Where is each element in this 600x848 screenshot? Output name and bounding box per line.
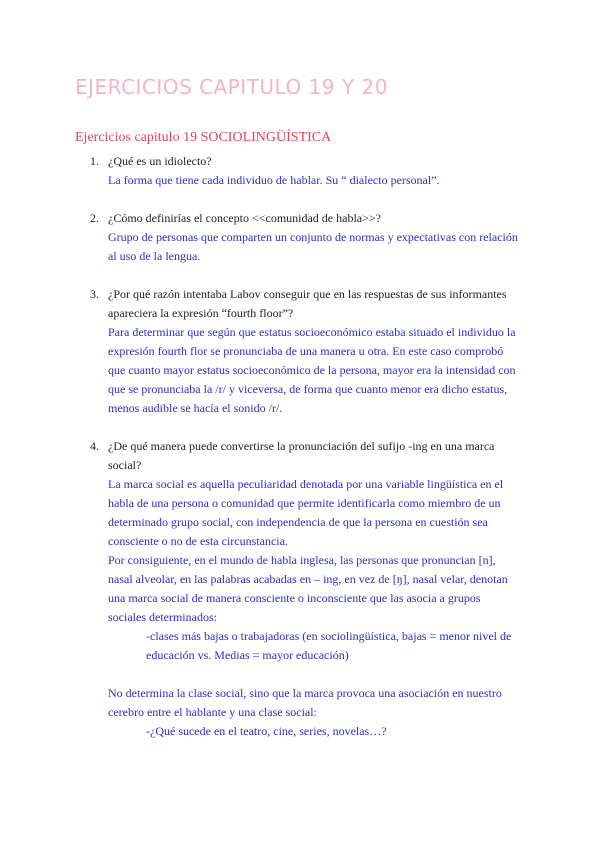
answer-line: consciente o no de esta circunstancia. — [108, 534, 288, 548]
answer-line: Grupo de personas que comparten un conjunto de normas y expectativas con relación — [108, 230, 518, 244]
question-text: ¿Cómo definirías el concepto <<comunidad de habla>>? — [108, 211, 381, 225]
question-text: ¿Qué es un idiolecto? — [108, 154, 212, 168]
section-heading: Ejercicios capitulo 19 SOCIOLINGÜÍSTICA — [75, 130, 332, 145]
answer-line: que se pronunciaba la /r/ y viceversa, de forma que cuanto menor era dicho estatus, — [108, 382, 508, 396]
question-number: 3. — [90, 287, 99, 301]
question-text: ¿Por qué razón intentaba Labov conseguir que en las respuestas de sus informantes — [108, 287, 507, 301]
question-number: 1. — [90, 154, 99, 168]
question-number: 2. — [90, 211, 99, 225]
answer-line: Para determinar que según que estatus socioeconómico estaba situado el individuo la — [108, 325, 516, 339]
question-text: social? — [108, 458, 142, 472]
answer-subitem: educación vs. Medias = mayor educación) — [146, 648, 349, 662]
answer-line: habla de una persona o comunidad que permite identificarla como miembro de un — [108, 496, 501, 510]
document-title: EJERCICIOS CAPITULO 19 Y 20 — [75, 75, 388, 99]
answer-line: al uso de la lengua. — [108, 249, 201, 263]
question-number: 4. — [90, 439, 99, 453]
answer-subitem: -clases más bajas o trabajadoras (en sociolingüística, bajas = menor nivel de — [146, 629, 512, 643]
answer-line: que cuanto mayor estatus socioeconómico de la persona, mayor era la intensidad con — [108, 363, 516, 377]
answer-line: Por consiguiente, en el mundo de habla inglesa, las personas que pronuncian [n], — [108, 553, 496, 567]
question-text: ¿De qué manera puede convertirse la pronunciación del sufijo -ing en una marca — [108, 439, 495, 453]
answer-subitem: -¿Qué sucede en el teatro, cine, series, novelas…? — [146, 724, 387, 738]
answer-line: menos audible se hacía el sonido /r/. — [108, 401, 283, 415]
answer-line: cerebro entre el hablante y una clase social: — [108, 705, 317, 719]
answer-line: La forma que tiene cada individuo de hablar. Su “ dialecto personal”. — [108, 173, 440, 187]
answer-line: determinado grupo social, con independencia de que la persona en cuestión sea — [108, 515, 488, 529]
answer-line: No determina la clase social, sino que la marca provoca una asociación en nuestro — [108, 686, 502, 700]
answer-line: nasal alveolar, en las palabras acabadas en – ing, en vez de [ŋ], nasal velar, denotan — [108, 572, 508, 586]
question-text: apareciera la expresión “fourth floor”? — [108, 306, 294, 320]
answer-line: La marca social es aquella peculiaridad denotada por una variable lingüística en el — [108, 477, 504, 491]
answer-line: una marca social de manera consciente o inconsciente que las asocia a grupos — [108, 591, 481, 605]
answer-line: sociales determinados: — [108, 610, 217, 624]
answer-line: expresión fourth flor se pronunciaba de una manera u otra. En este caso comprobó — [108, 344, 504, 358]
